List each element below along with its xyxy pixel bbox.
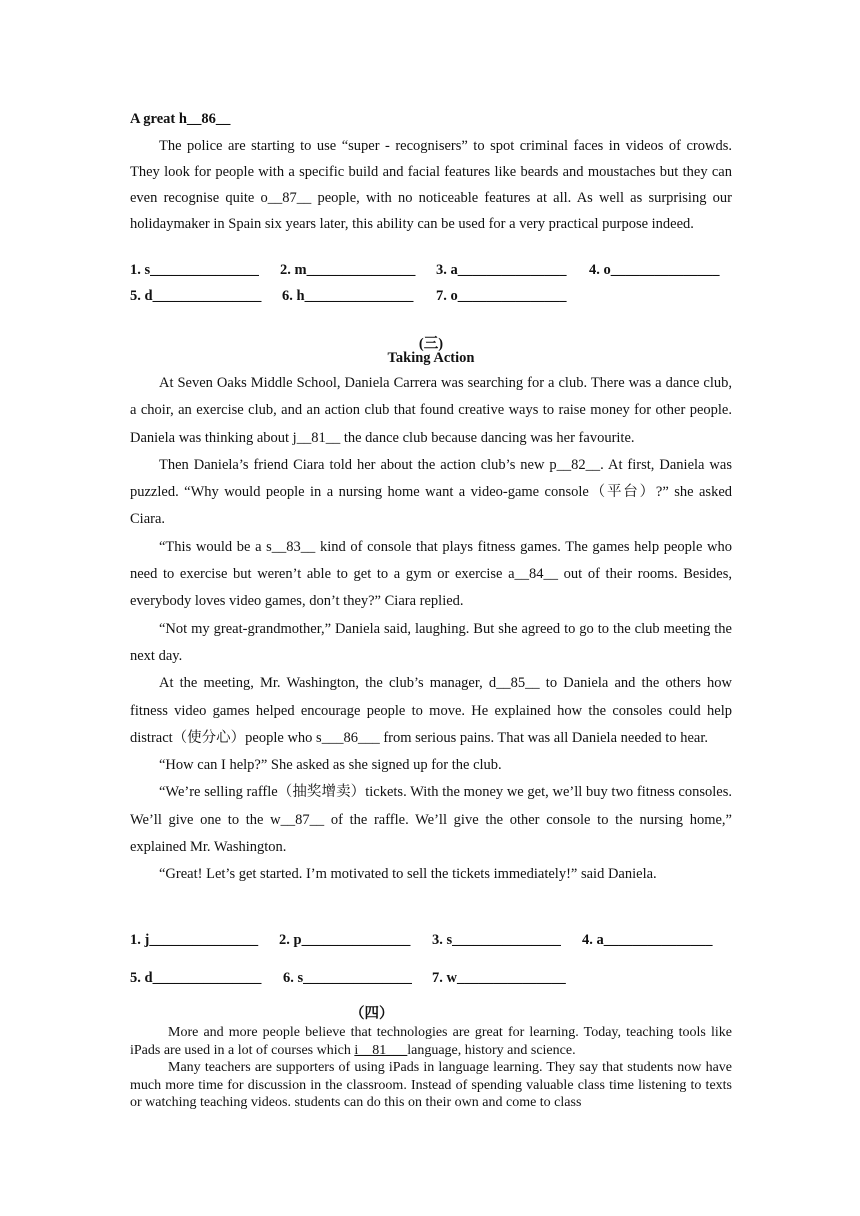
- answer-blank-2[interactable]: 2. p_______________: [279, 932, 411, 948]
- paragraph-text: [130, 1024, 732, 1059]
- passage-title: A great h__86__: [130, 111, 231, 127]
- paragraph-text: Then Daniela’s friend Ciara told her about the action club’s new p__82__. At first, Daniela was puzzled. “Why would people in a nursing home want a video-game console（平台）?” she asked Ciara.: [130, 456, 732, 528]
- passage-body: [130, 370, 732, 889]
- answer-blank-6[interactable]: 6. h_______________: [282, 288, 414, 304]
- answer-blank-7[interactable]: 7. o_______________: [436, 288, 567, 304]
- paragraph-text: At the meeting, Mr. Washington, the club’s manager, d__85__ to Daniela and the others how fitness video games helped encourage people to move. He explained how the consoles could help distract（使分心）people who s___86___ from serious pains. That was all Daniela needed to hear.: [130, 675, 732, 746]
- answer-blank-6[interactable]: 6. s_______________: [283, 970, 412, 986]
- passage-body: [130, 1024, 732, 1112]
- answer-blank-1[interactable]: 1. j_______________: [130, 932, 259, 948]
- answer-blank-7[interactable]: 7. w_______________: [432, 970, 566, 986]
- answer-blank-3[interactable]: 3. a_______________: [436, 262, 567, 278]
- passage-title: Taking Action: [387, 350, 475, 366]
- answer-blank-4[interactable]: 4. o_______________: [589, 262, 720, 278]
- answer-blank-4[interactable]: 4. a_______________: [582, 932, 713, 948]
- paragraph-text: The police are starting to use “super - recognisers” to spot criminal faces in videos of crowds. They look for people with a specific build and facial features like beards and moustaches but they can even recognise quite o__87__ people, with no noticeable features at all. As well as surprising our holidaymaker in Spain six years later, this ability can be used for a very practical purpose indeed.: [130, 138, 732, 232]
- section-heading: (三): [418, 336, 444, 352]
- answer-blank-1[interactable]: 1. s_______________: [130, 262, 259, 278]
- paragraph-text: “We’re selling raffle（抽奖增卖）tickets. With the money we get, we’ll buy two fitness consoles. We’ll give one to the w__87__ of the raffle. We’ll give the other console to the nursing home,” explained Mr. Washington.: [130, 784, 732, 856]
- paragraph-text: “How can I help?” She asked as she signed up for the club.: [159, 757, 502, 774]
- answer-blank-5[interactable]: 5. d_______________: [130, 288, 262, 304]
- answer-blank-3[interactable]: 3. s_______________: [432, 932, 561, 948]
- paragraph-text-end: language, history and science.: [407, 1042, 576, 1058]
- paragraph-text: “Not my great-grandmother,” Daniela said, laughing. But she agreed to go to the club meeting the next day.: [130, 620, 732, 664]
- paragraph-text-start: More and more people believe that technologies are great for learning. Today, teaching tools like iPads are used in a lot of courses which: [130, 1025, 732, 1058]
- passage-paragraph: [130, 133, 732, 237]
- paragraph-text: At Seven Oaks Middle School, Daniela Carrera was searching for a club. There was a dance club, a choir, an exercise club, and an action club that found creative ways to raise money for other people. Daniela was thinking about j__81__ the dance club because dancing was her favourite.: [130, 375, 732, 446]
- paragraph-text: “Great! Let’s get started. I’m motivated to sell the tickets immediately!” said Daniela.: [159, 866, 657, 883]
- answer-blank-81[interactable]: i__81___: [354, 1042, 408, 1058]
- paragraph-text: Many teachers are supporters of using iPads in language learning. They say that students now have much more time for discussion in the classroom. Instead of spending valuable class time listening to texts or watching teaching videos. students can do this on their own and come to class: [130, 1060, 732, 1110]
- answer-blank-2[interactable]: 2. m_______________: [280, 262, 416, 278]
- section-heading: （四）: [350, 1006, 394, 1022]
- paragraph-text: “This would be a s__83__ kind of console that plays fitness games. The games help people who need to exercise but weren’t able to get to a gym or exercise a__84__ out of their rooms. Besides, everybody loves video games, don’t they?” Ciara replied.: [130, 538, 732, 610]
- answer-blank-5[interactable]: 5. d_______________: [130, 970, 262, 986]
